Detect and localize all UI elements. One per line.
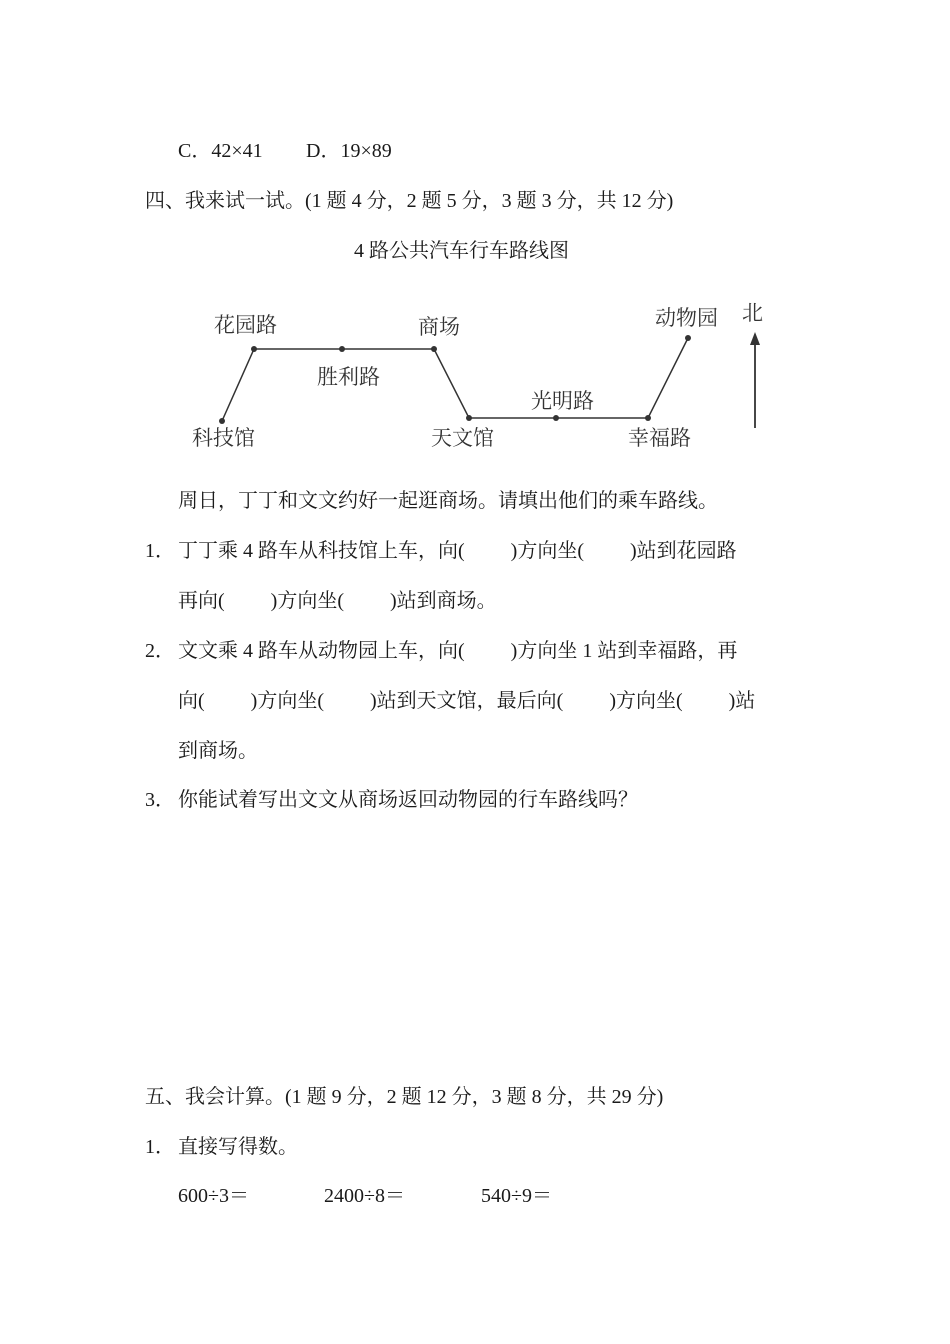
stop-label-dongwu: 动物园 — [655, 306, 718, 330]
q3-text: 你能试着写出文文从商场返回动物园的行车路线吗？ — [178, 789, 638, 811]
stop-label-shangchang: 商场 — [418, 315, 460, 339]
stop-dot-guangming — [553, 415, 559, 421]
q1-line1: 丁丁乘 4 路车从科技馆上车，向( )方向坐( )站到花园路 — [178, 540, 737, 562]
section5-heading: 五、我会计算。(1 题 9 分，2 题 12 分，3 题 8 分，共 29 分) — [145, 1086, 664, 1108]
q3-number: 3． — [145, 789, 175, 811]
stop-dot-dongwu — [685, 335, 691, 341]
s5-q1-number: 1． — [145, 1136, 175, 1158]
map-title: 4 路公共汽车行车路线图 — [354, 240, 569, 262]
q2-line1: 文文乘 4 路车从动物园上车，向( )方向坐 1 站到幸福路，再 — [178, 640, 738, 662]
stop-label-huayuan: 花园路 — [214, 313, 277, 337]
stop-label-tianwen: 天文馆 — [431, 426, 494, 450]
stop-dot-xingfu — [645, 415, 651, 421]
bus-route-map — [0, 0, 950, 480]
stop-dot-keji — [219, 418, 225, 424]
q2-line3: 到商场。 — [178, 740, 258, 762]
stop-label-shengli: 胜利路 — [317, 365, 380, 389]
north-arrow-head-icon — [750, 332, 760, 345]
calc-problem: 600÷3＝ — [178, 1185, 249, 1207]
calc-problem: 2400÷8＝ — [324, 1185, 405, 1207]
q1-line2: 再向( )方向坐( )站到商场。 — [178, 590, 497, 612]
stop-dot-shangchang — [431, 346, 437, 352]
calc-problem: 540÷9＝ — [481, 1185, 552, 1207]
stop-dot-tianwen — [466, 415, 472, 421]
route-line — [222, 338, 688, 421]
stop-dot-shengli — [339, 346, 345, 352]
option-c: C．42×41 — [178, 140, 263, 162]
stop-label-guangming: 光明路 — [531, 389, 594, 413]
section4-intro: 周日，丁丁和文文约好一起逛商场。请填出他们的乘车路线。 — [178, 490, 718, 512]
option-d: D．19×89 — [306, 140, 392, 162]
q2-number: 2． — [145, 640, 175, 662]
stop-label-xingfu: 幸福路 — [628, 426, 691, 450]
section4-heading: 四、我来试一试。(1 题 4 分，2 题 5 分，3 题 3 分，共 12 分) — [145, 190, 674, 212]
s5-q1-text: 直接写得数。 — [178, 1136, 298, 1158]
stop-dot-huayuan — [251, 346, 257, 352]
stop-label-keji: 科技馆 — [192, 426, 255, 450]
q1-number: 1． — [145, 540, 175, 562]
north-label: 北 — [742, 301, 763, 325]
q2-line2: 向( )方向坐( )站到天文馆，最后向( )方向坐( )站 — [178, 690, 756, 712]
